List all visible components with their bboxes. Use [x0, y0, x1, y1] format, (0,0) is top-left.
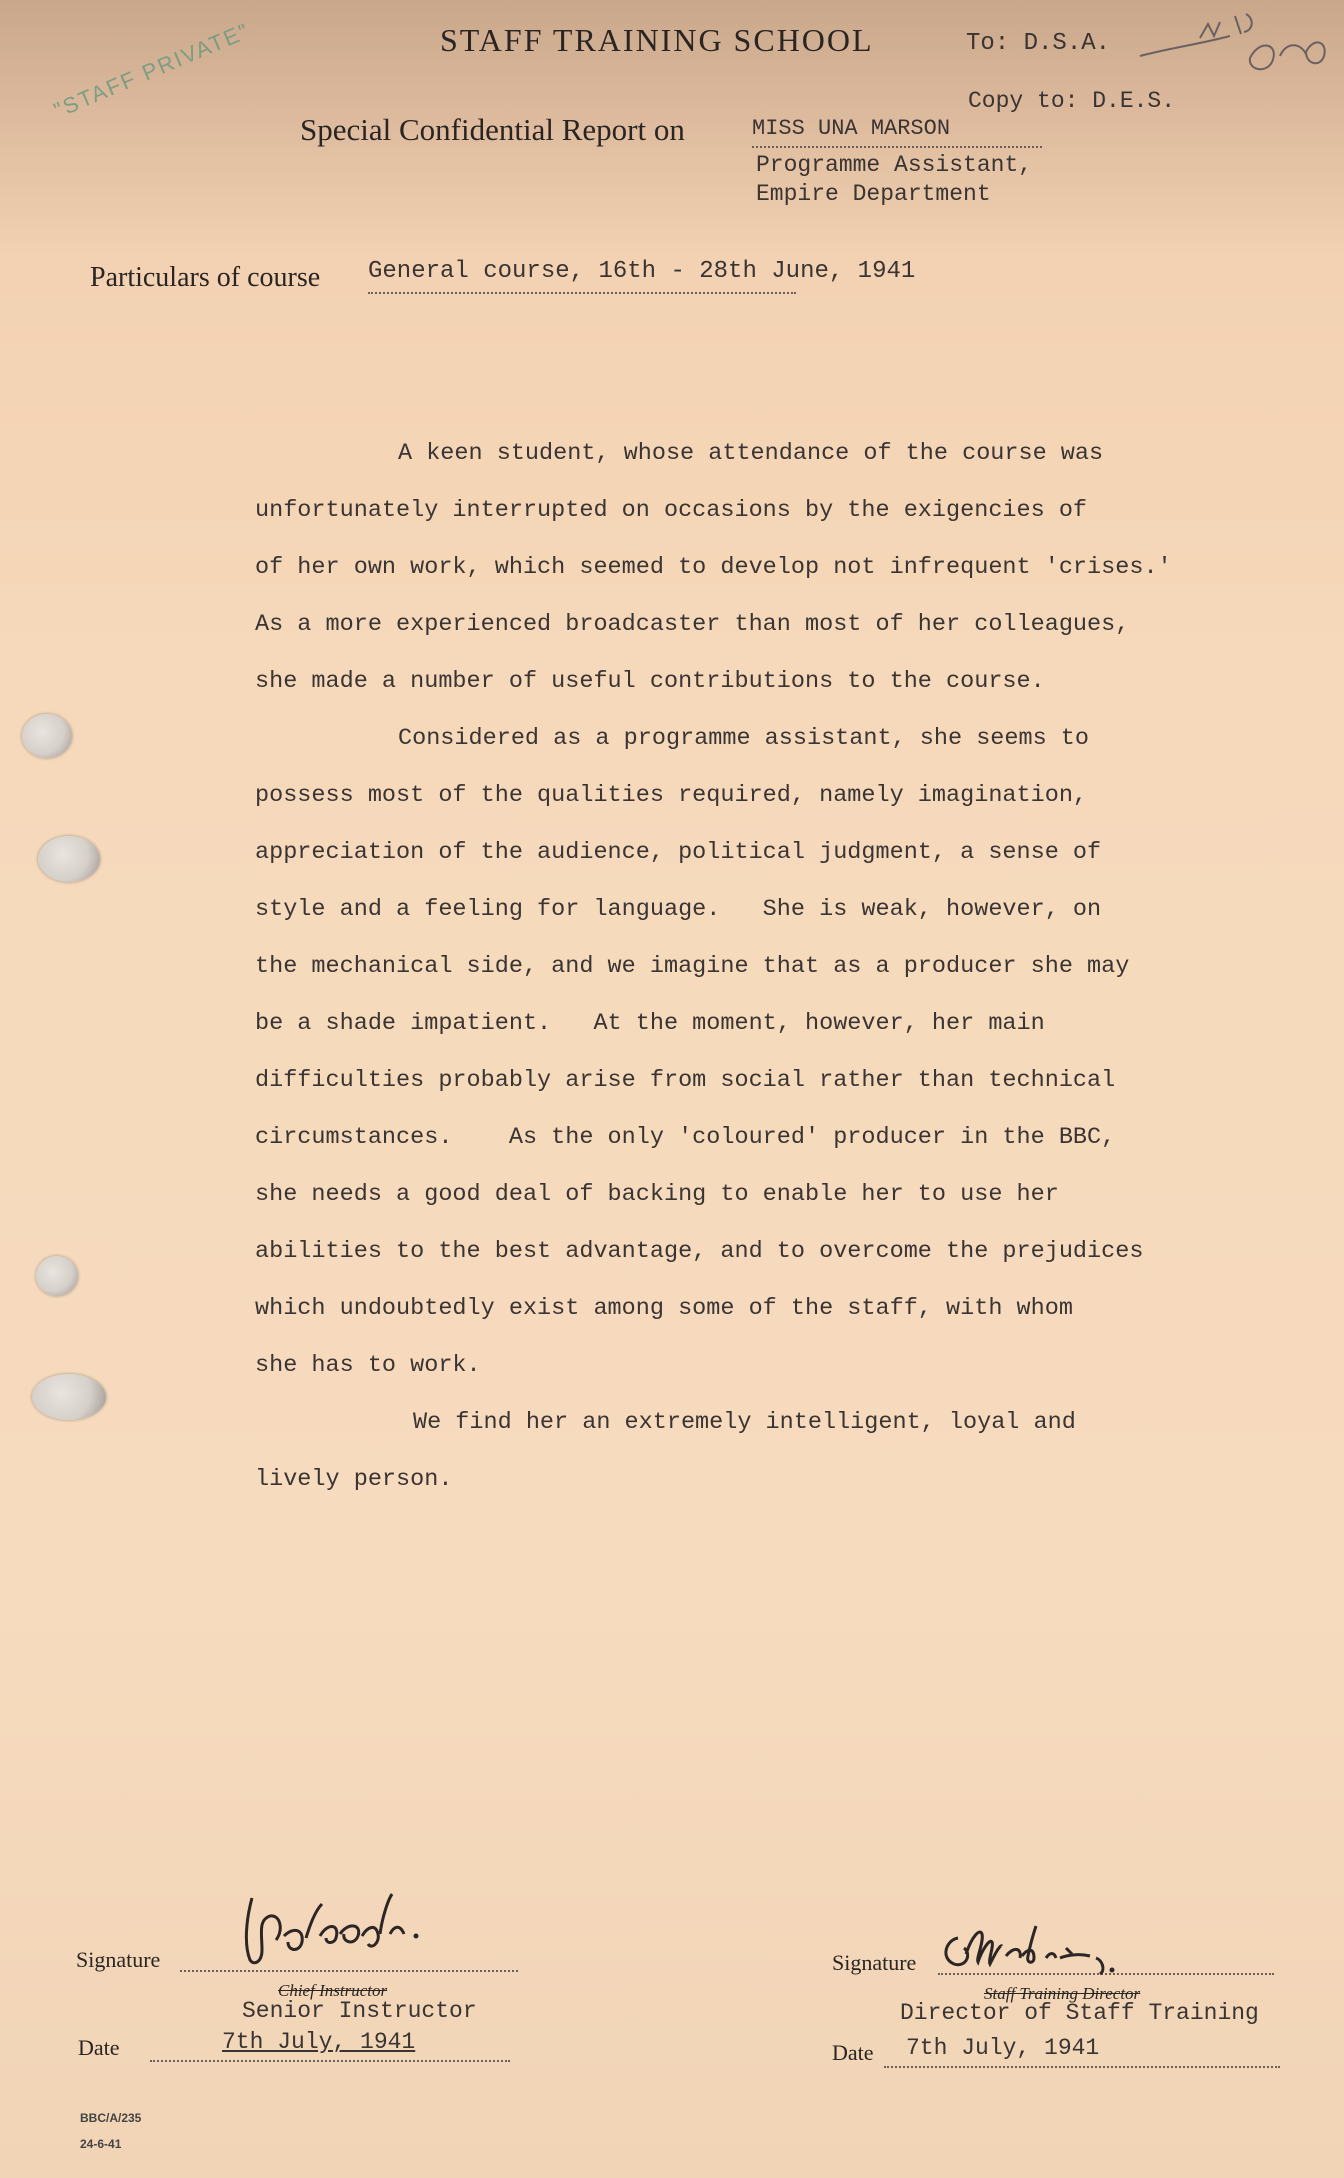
report-department: Empire Department: [756, 181, 991, 207]
body-line: As a more experienced broadcaster than most of her colleagues,: [255, 611, 1130, 638]
school-title: STAFF TRAINING SCHOOL: [440, 22, 874, 58]
right-title: Director of Staff Training: [900, 2000, 1259, 2026]
right-struck-title: Staff Training Director: [984, 1984, 1141, 2003]
form-code-number: BBC/A/235: [80, 2111, 142, 2125]
body-line: of her own work, which seemed to develop not infrequent 'crises.': [255, 554, 1172, 581]
body-line: difficulties probably arise from social rather than technical: [255, 1067, 1116, 1094]
body-line: possess most of the qualities required, namely imagination,: [255, 782, 1088, 809]
body-line: style and a feeling for language. She is weak, however, on: [255, 896, 1102, 923]
body-line: lively person.: [255, 1466, 453, 1493]
body-line: appreciation of the audience, political judgment, a sense of: [255, 839, 1102, 866]
left-handwritten-signature: [240, 1890, 430, 1970]
body-line: circumstances. As the only 'coloured' producer in the BBC,: [255, 1124, 1116, 1151]
body-line: which undoubtedly exist among some of the staff, with whom: [255, 1295, 1073, 1322]
left-title: Senior Instructor: [242, 1998, 477, 2024]
body-line: the mechanical side, and we imagine that as a producer she may: [255, 953, 1130, 980]
body-line: she needs a good deal of backing to enable her to use her: [255, 1181, 1059, 1208]
report-label: Special Confidential Report on: [300, 112, 685, 147]
form-code-date: 24-6-41: [80, 2137, 122, 2151]
report-name: MISS UNA MARSON: [752, 116, 1042, 148]
punch-hole: [38, 836, 100, 882]
left-date-value: 7th July, 1941: [222, 2029, 416, 2055]
right-signature-label: Signature: [832, 1950, 917, 1975]
left-signature-label: Signature: [76, 1947, 161, 1972]
report-role: Programme Assistant,: [756, 152, 1033, 178]
body-line: We find her an extremely intelligent, loyal and: [413, 1409, 1076, 1436]
report-body: [255, 425, 1255, 1508]
body-line: abilities to the best advantage, and to overcome the prejudices: [255, 1238, 1144, 1265]
right-handwritten-signature: [936, 1918, 1166, 1978]
copy-line: Copy to: D.E.S.: [968, 88, 1176, 114]
to-line: To: D.S.A.: [966, 30, 1111, 57]
right-date-value: 7th July, 1941: [906, 2035, 1100, 2061]
staff-private-stamp: "STAFF PRIVATE": [50, 17, 254, 124]
punch-hole: [32, 1374, 106, 1420]
left-struck-title: Chief Instructor: [278, 1981, 388, 2000]
form-code: [80, 2105, 141, 2157]
punch-hole: [36, 1256, 78, 1296]
pencil-annotation: [1130, 8, 1340, 78]
right-date-label: Date: [832, 2040, 874, 2065]
body-line: unfortunately interrupted on occasions by the exigencies of: [255, 497, 1088, 524]
body-line: she made a number of useful contributions to the course.: [255, 668, 1045, 695]
course-label: Particulars of course: [90, 262, 321, 293]
body-line: A keen student, whose attendance of the course was: [398, 440, 1104, 467]
body-line: Considered as a programme assistant, she seems to: [398, 725, 1090, 752]
body-line: she has to work.: [255, 1352, 481, 1379]
course-value: General course, 16th - 28th June, 1941: [368, 258, 796, 294]
left-date-label: Date: [78, 2035, 120, 2060]
body-line: be a shade impatient. At the moment, however, her main: [255, 1010, 1045, 1037]
punch-hole: [22, 714, 72, 758]
